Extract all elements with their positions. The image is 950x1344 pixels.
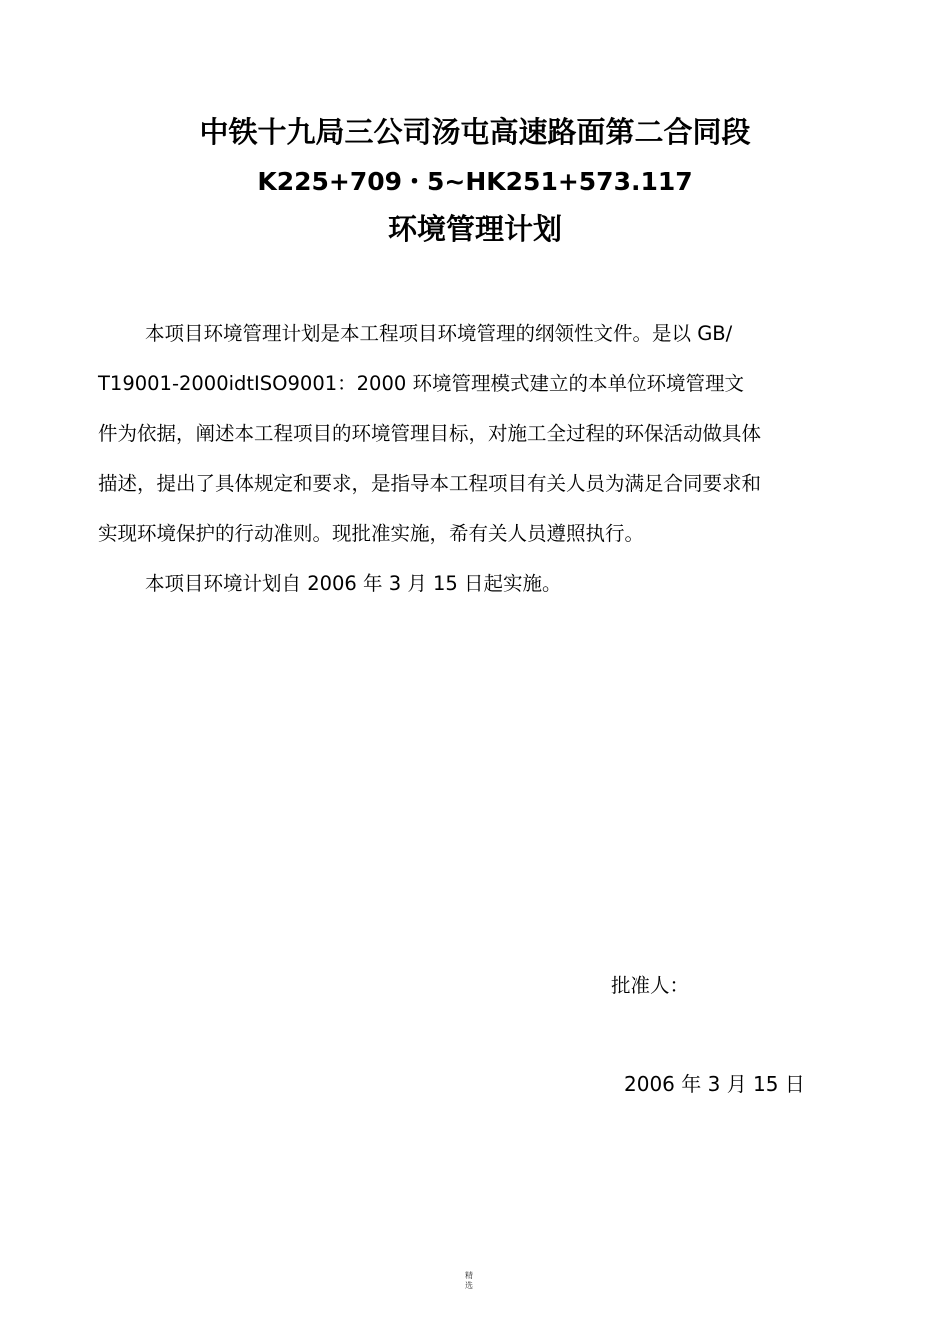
paragraph-1-line-4: 描述，提出了具体规定和要求，是指导本工程项目有关人员为满足合同要求和 (98, 472, 762, 495)
approver-label: 批准人： (611, 974, 690, 997)
paragraph-1-line-1: 本项目环境管理计划是本工程项目环境管理的纲领性文件。是以 GB/ (145, 322, 733, 345)
footer-mark-char-2: 选 (465, 1281, 473, 1290)
paragraph-1-line-3: 件为依据，阐述本工程项目的环境管理目标，对施工全过程的环保活动做具体 (98, 422, 762, 445)
document-title-line-2: K225+709・5~HK251+573.117 (257, 167, 693, 196)
document-title-line-1: 中铁十九局三公司汤屯高速路面第二合同段 (199, 115, 751, 149)
document-title-line-3: 环境管理计划 (387, 212, 562, 246)
paragraph-1-line-5: 实现环境保护的行动准则。现批准实施，希有关人员遵照执行。 (98, 522, 645, 545)
footer-mark-char-1: 精 (465, 1271, 473, 1280)
paragraph-2-line-1: 本项目环境计划自 2006 年 3 月 15 日起实施。 (145, 572, 562, 595)
signature-date: 2006 年 3 月 15 日 (624, 1072, 805, 1096)
paragraph-1-line-2: T19001-2000idtISO9001：2000 环境管理模式建立的本单位环境管理文 (98, 372, 744, 395)
footer-mark (460, 1271, 478, 1291)
